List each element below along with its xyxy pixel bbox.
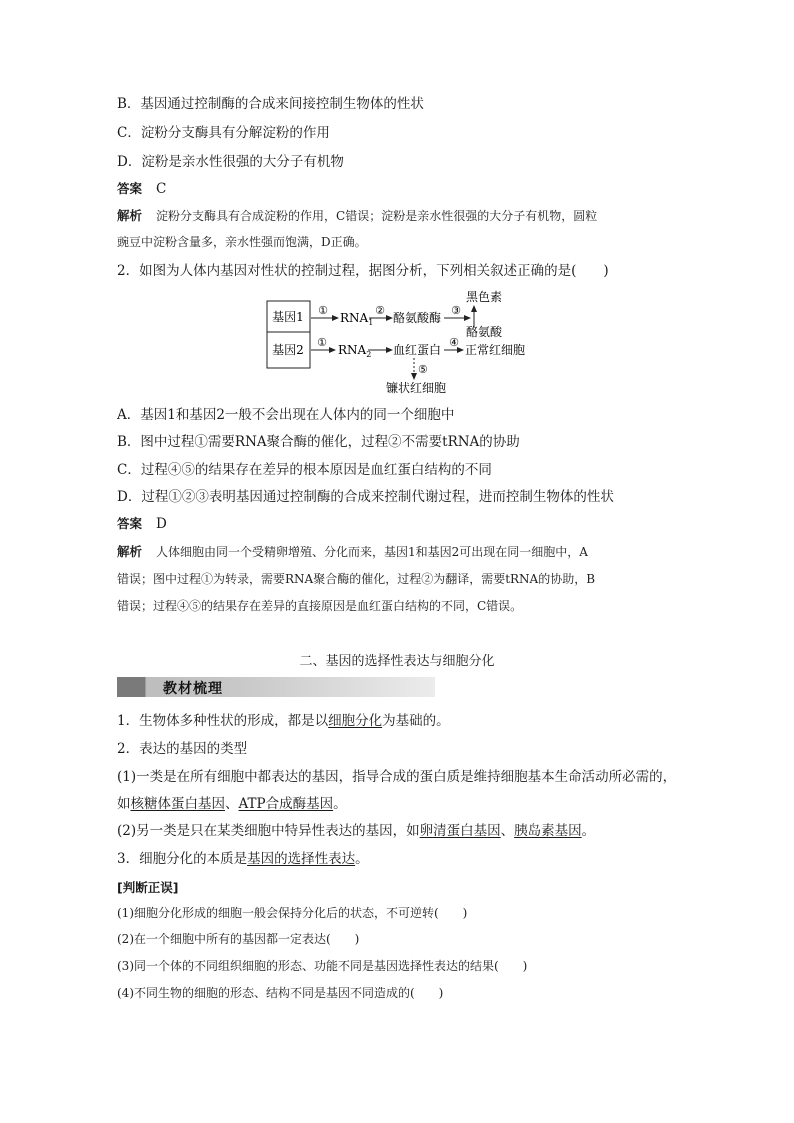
q2-analysis-line-3: 错误；过程④⑤的结果存在差异的直接原因是血红蛋白结构的不同，C错误。 (117, 599, 523, 613)
q2-option-d: D．过程①②③表明基因通过控制酶的合成来控制代谢过程，进而控制生物体的性状 (117, 489, 614, 505)
q1-option-c: C．淀粉分支酶具有分解淀粉的作用 (117, 125, 330, 141)
text: 、 (500, 823, 515, 839)
q2-analysis-line-1 (117, 544, 588, 560)
point-2: 2．表达的基因的类型 (117, 741, 248, 757)
gene-expression-diagram (0, 287, 794, 397)
q2-option-c: C．过程④⑤的结果存在差异的根本原因是血红蛋白结构的不同 (117, 462, 492, 478)
q2-option-a: A．基因1和基因2一般不会出现在人体内的同一个细胞中 (117, 407, 455, 423)
judge-item-3: (3)同一个体的不同组织细胞的形态、功能不同是基因选择性表达的结果( ) (117, 959, 528, 973)
answer-value: D (156, 516, 167, 532)
step2-marker: ② (375, 304, 385, 317)
sickle-cell-label: 镰状红细胞 (386, 381, 447, 395)
step1-marker-row1: ① (318, 304, 328, 317)
answer-label: 答案 (117, 181, 143, 196)
key-term: 胰岛素基因 (514, 823, 582, 839)
key-term: 卵清蛋白基因 (419, 823, 501, 839)
point-2-1: (1)一类是在所有细胞中都表达的基因，指导合成的蛋白质是维持细胞基本生命活动所必需的， (117, 769, 677, 785)
step4-marker: ④ (449, 336, 459, 349)
answer-value: C (156, 181, 167, 197)
melanin-label: 黑色素 (466, 290, 503, 304)
point-1 (117, 712, 450, 730)
tyrosinase-label: 酪氨酸酶 (393, 311, 442, 325)
text: 1．生物体多种性状的形成，都是以 (117, 713, 329, 729)
analysis-label: 解析 (117, 544, 143, 559)
q2-option-b: B．图中过程①需要RNA聚合酶的催化，过程②不需要tRNA的协助 (117, 434, 520, 450)
text: 。 (355, 851, 369, 867)
analysis-text: 人体细胞由同一个受精卵增殖、分化而来，基因1和基因2可出现在同一细胞中，A (156, 545, 588, 559)
gene1-label: 基因1 (272, 310, 304, 324)
judge-item-4: (4)不同生物的细胞的形态、结构不同是基因不同造成的( ) (117, 986, 444, 1000)
key-term: 核糖体蛋白基因 (130, 796, 225, 812)
band-label: 教材梳理 (163, 681, 223, 697)
hemoglobin-label: 血红蛋白 (393, 343, 442, 357)
step3-marker: ③ (451, 304, 461, 317)
key-term: 基因的选择性表达 (247, 851, 356, 867)
gene2-label: 基因2 (272, 343, 304, 357)
rna1-label: $RNA_1$ (340, 311, 374, 327)
q2-stem: 2．如图为人体内基因对性状的控制过程，据图分析，下列相关叙述正确的是( ) (117, 263, 609, 279)
section-title: 二、基因的选择性表达与细胞分化 (299, 654, 495, 669)
text: 。 (581, 823, 596, 839)
q1-analysis-line-1 (117, 208, 597, 224)
step5-marker: ⑤ (418, 363, 428, 376)
rna2-label: $RNA_2$ (338, 343, 372, 359)
text: 3．细胞分化的本质是 (117, 851, 248, 867)
text: (2)另一类是只在某类细胞中特异性表达的基因，如 (117, 823, 420, 839)
point-2-1-cont (117, 795, 347, 813)
judge-item-2: (2)在一个细胞中所有的基因都一定表达( ) (117, 932, 360, 946)
analysis-label: 解析 (117, 208, 143, 223)
q1-option-b: B．基因通过控制酶的合成来间接控制生物体的性状 (117, 96, 424, 112)
q1-answer (117, 180, 166, 198)
step1-marker-row2: ① (317, 336, 327, 349)
key-term: 细胞分化 (328, 713, 383, 729)
point-2-2 (117, 822, 595, 840)
q2-answer (117, 515, 167, 533)
q1-option-d: D．淀粉是亲水性很强的大分子有机物 (117, 154, 344, 170)
textbook-review-band (117, 677, 435, 697)
tyrosine-label: 酪氨酸 (466, 325, 503, 339)
judge-item-1: (1)细胞分化形成的细胞一般会保持分化后的状态，不可逆转( ) (117, 906, 468, 920)
text: 、 (225, 796, 239, 812)
text: 。 (333, 796, 347, 812)
text: 为基础的。 (382, 713, 450, 729)
key-term: ATP合成酶基因 (238, 796, 334, 812)
analysis-text: 淀粉分支酶具有合成淀粉的作用，C错误；淀粉是亲水性很强的大分子有机物，圆粒 (156, 209, 598, 223)
q1-analysis-line-2: 豌豆中淀粉含量多，亲水性强而饱满，D正确。 (117, 235, 367, 249)
text: 如 (117, 796, 131, 812)
normal-rbc-label: 正常红细胞 (465, 343, 526, 357)
q2-analysis-line-2: 错误；图中过程①为转录，需要RNA聚合酶的催化，过程②为翻译，需要tRNA的协助，B (117, 572, 596, 586)
judge-label: [判断正误] (117, 880, 179, 895)
answer-label: 答案 (117, 516, 143, 531)
point-3 (117, 850, 369, 868)
